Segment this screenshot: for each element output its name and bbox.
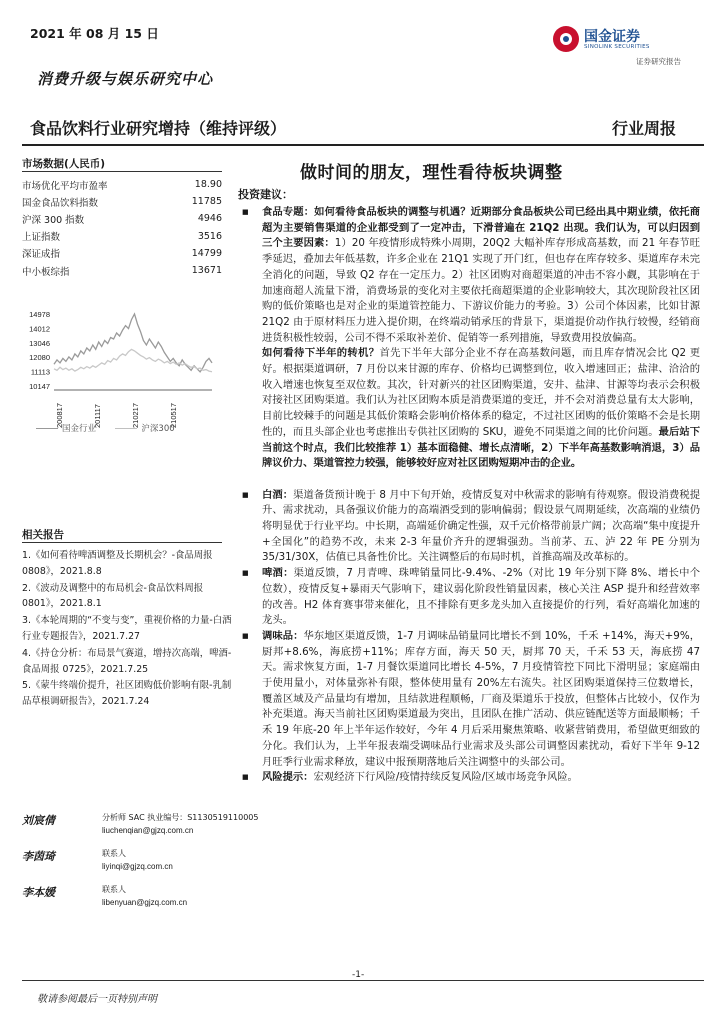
x-tick-label: 210517 xyxy=(169,402,178,428)
related-report-text: 2.《波动及调整中的布局机会-食品饮料周报 0801》， xyxy=(22,582,204,610)
related-report-date: 2021.7.25 xyxy=(100,663,149,675)
legend-label-hs300: 沪深300 xyxy=(141,424,175,434)
legend-swatch-industry xyxy=(36,428,58,429)
related-report-text: 1.《如何看待啤酒调整及长期机会？-食品周报 0808》， xyxy=(22,550,213,577)
investment-advice-heading: 投资建议： xyxy=(238,188,293,201)
market-data-divider xyxy=(22,171,222,172)
market-value: 18.90 xyxy=(194,179,222,191)
related-report-date: 2021.7.27 xyxy=(92,630,141,642)
report-category: 行业周报 xyxy=(612,119,677,138)
analyst-email[interactable]: libenyuan@gjzq.com.cn xyxy=(102,898,188,907)
related-reports-list xyxy=(22,548,232,711)
related-report-text: 3.《本轮周期的“不变与变”，重视价格的力量-白酒行业专题报告》， xyxy=(22,615,232,642)
market-row xyxy=(22,176,222,193)
h2-conclusion: 最后站下当前这个时点，我们比较推荐 1）基本面稳健、增长点清晰，2）下半年高基数影响消退，3）品牌议价力、渠道管控力较强，能够较好应对社区团购短期冲击的企业。 xyxy=(262,425,700,470)
risk-text: 宏观经济下行风险/疫情持续反复风险/区域市场竞争风险。 xyxy=(313,771,578,784)
related-report-date: 2021.8.1 xyxy=(59,598,102,610)
analyst-email[interactable]: liuchenqian@gjzq.com.cn xyxy=(102,826,194,835)
y-tick-label: 14012 xyxy=(29,324,50,334)
legend-label-industry: 国金行业 xyxy=(62,424,97,434)
market-row xyxy=(22,245,222,262)
related-report-text: 5.《蒙牛终端价提升，社区团购低价影响有限-乳制品草根调研报告》， xyxy=(22,680,232,708)
x-tick-label: 200817 xyxy=(55,402,64,428)
risk-label: 风险提示： xyxy=(262,771,314,784)
disclaimer: 敬请参阅最后一页特别声明 xyxy=(37,994,157,1005)
analyst-role: 分析师 SAC 执业编号：S1130519110005 xyxy=(102,813,259,822)
topic-paragraph xyxy=(238,205,700,472)
y-tick-label: 11113 xyxy=(30,367,50,377)
index-line-chart xyxy=(22,300,222,470)
market-value: 14799 xyxy=(191,247,222,259)
seasoning-label: 调味品： xyxy=(262,629,304,642)
legend-swatch-hs300 xyxy=(115,428,137,429)
market-data-table xyxy=(22,176,222,279)
x-tick-label: 201117 xyxy=(93,404,102,428)
related-report-item[interactable] xyxy=(22,548,232,580)
market-value: 13671 xyxy=(191,265,222,277)
chart-legend xyxy=(36,422,175,434)
related-report-text: 4.《持仓分析：布局景气赛道，增持次高端，啤酒-食品周报 0725》， xyxy=(22,647,232,675)
series-line-0 xyxy=(54,314,212,372)
y-tick-label: 13046 xyxy=(29,338,50,348)
logo-name: 国金证券 xyxy=(584,29,640,45)
market-label: 市场优化平均市盈率 xyxy=(22,180,108,192)
topic-text: 1）20 年疫情形成特殊小周期，20Q2 大幅补库存形成高基数，而 21 年春节旺季延迟，叠加去年低基数，许多企业在 21Q1 实现了开门红，但也存在库存较多、渠道库存未完全消化的问题，导致 Q2 存在一定压力。2）社区团购对商超渠道的冲击不容小觑，其影响在于加速商超人流量下滑，消费场景的变化对主要依托商超渠道的企业影响较大，其次现阶段社区团购的低价策略也是对企业的渠道管控能力、下游议价能力的考验。3）公司个体因素，比如甘源 21Q2 由于原材料压力进入提价期，在终端动销承压的背景下，渠道提价动作执行较慢，经销商进货积极性较弱，公司不得不采取补差价、促销等一系列措施，导致费用投放偏高。 xyxy=(262,237,700,344)
market-row xyxy=(22,210,222,227)
logo-mark-icon xyxy=(553,26,579,52)
logo-english: SINOLINK SECURITIES xyxy=(584,44,650,50)
related-divider xyxy=(22,542,222,543)
related-report-item[interactable] xyxy=(22,581,232,613)
related-report-item[interactable] xyxy=(22,646,232,678)
doc-type-small: 证券研究报告 xyxy=(636,57,681,66)
main-title: 做时间的朋友，理性看待板块调整 xyxy=(300,163,563,183)
beer-paragraph xyxy=(238,566,700,629)
h2-text: 首先下半年大部分企业不存在高基数问题，而且库存情况会比 Q2 更好。根据渠道调研，7 月份以来甘源的库存、价格均已调整到位，收入增速回正；盐津、洽洽的收入增速也恢复至双位数。其次，针对新兴的社区团购渠道，安井、盐津、甘源等均表示会积极对接社区团购渠道。我们认为社区团购本质是消费渠道的变迁，并不会对消费总量有太大影响，目前比较棘手的问题是其低价策略会影响价格体系的稳定，不过社区团购的低价策略不会是长期性的，而且头部企业也考虑推出专供社区团购的 SKU，避免不同渠道之间的比价问题。 xyxy=(262,347,701,438)
market-label: 沪深 300 指数 xyxy=(22,214,85,226)
header-rule xyxy=(22,144,704,146)
analyst-name: 李本媛 xyxy=(22,886,55,899)
analyst-email[interactable]: liyinqi@gjzq.com.cn xyxy=(102,862,173,871)
sinolink-logo xyxy=(553,26,663,54)
seasoning-paragraph xyxy=(238,629,700,770)
y-tick-label: 14978 xyxy=(29,310,50,319)
baijiu-paragraph xyxy=(238,488,700,567)
footer-rule xyxy=(22,980,704,981)
related-report-item[interactable] xyxy=(22,613,232,645)
page-number: -1- xyxy=(352,970,365,980)
market-row xyxy=(22,228,222,245)
baijiu-text: 渠道备货预计晚于 8 月中下旬开始，疫情反复对中秋需求的影响有待观察。假设消费税提升、需求扰动，具备强议价能力的高端酒受到的影响偏弱；假设景气周期延续，次高端的业绩仍将明显优于行业平均。中长期，高端延价确定性强，双千元价格带前景广阔；次高端“集中度提升+全国化”的趋势不改，未来 2-3 年量价齐升的逻辑强劲。当前茅、五、泸 22 年 PE 分别为 35/31/30X，估值已具备性价比。关注调整后的布局时机，首推高端及改革标的。 xyxy=(262,488,700,564)
market-label: 国金食品饮料指数 xyxy=(22,197,99,209)
market-value: 3516 xyxy=(197,230,222,242)
beer-label: 啤酒： xyxy=(262,567,294,580)
analyst-role: 联系人 xyxy=(102,849,126,858)
analyst-name: 李茵琦 xyxy=(22,850,55,863)
market-label: 中小板综指 xyxy=(22,266,70,278)
baijiu-label: 白酒： xyxy=(262,488,294,501)
analyst-name: 刘宸倩 xyxy=(22,814,55,827)
related-report-date: 2021.7.24 xyxy=(101,696,150,708)
related-report-date: 2021.8.8 xyxy=(59,565,102,577)
related-report-item[interactable] xyxy=(22,678,232,710)
market-label: 深证成指 xyxy=(22,249,61,261)
analyst-role: 联系人 xyxy=(102,885,126,894)
market-data-title: 市场数据(人民币) xyxy=(22,158,106,170)
seasoning-text: 华东地区渠道反馈，1-7 月调味品销量同比增长不到 10%，千禾 +14%，海天+9%，厨邦+8.6%，海底捞+11%；库存方面，海天 50 天，厨邦 70 天，千禾 53 天，海底捞 47 天。需求恢复方面，1-7 月餐饮渠道同比增长 4-5%，7 月疫情管控下同比下滑明显；家庭端由于使用量小，对体量弥补有限，整体使用量有 20%左右流失。社区团购渠道保持三位数增长，覆盖区域及产品量均有增加，且结款进程顺畅，厂商及渠道乐于投放，但整体占比较小，仅作为补充渠道。海天当前社区团购渠道最为突出，且团队在推广活动、供应链配送等方面最顺畅；千禾 19 年底-20 年上半年运作较好，今年 4 月后采用聚焦策略、收紧营销费用，希望做更细致的分化。我们认为，上半年报表端受调味品行业需求及头部公司调整因素扰动，看好下半年 9-12 月旺季行业需求释放，建议中报预期落地后关注调整中的头部公司。 xyxy=(262,629,701,768)
beer-text: 渠道反馈，7 月青啤、珠啤销量同比-9.4%、-2%（对比 19 年分别下降 8%、增长中个位数），疫情反复+暴雨天气影响下，建议弱化阶段性销量因素，核心关注 ASP 提升和经营效率的改善。H2 体育赛事带来催化，且不排除有更多龙头加入直接提价的行列，看好高端化加速的龙头。 xyxy=(262,567,700,627)
x-tick-label: 210217 xyxy=(131,402,140,428)
market-value: 4946 xyxy=(197,213,222,225)
h2-paragraph xyxy=(262,346,700,472)
report-title: 食品饮料行业研究增持（维持评级） xyxy=(30,119,287,138)
related-reports-title: 相关报告 xyxy=(22,529,64,541)
market-value: 11785 xyxy=(191,196,222,208)
h2-lead: 如何看待下半年的转机？ xyxy=(262,347,380,360)
y-tick-label: 10147 xyxy=(29,382,50,391)
topic-lead: 食品专题：如何看待食品板块的调整与机遇？近期部分食品板块公司已经出具中期业绩，依托商超为主要销售渠道的企业都受到了一定冲击，下滑普遍在 21Q2 出现。我们认为，可以归因到三个主要因素： xyxy=(262,206,700,250)
report-date: 2021 年 08 月 15 日 xyxy=(30,26,159,41)
risk-paragraph xyxy=(238,770,700,786)
market-row xyxy=(22,262,222,279)
y-tick-label: 12080 xyxy=(29,353,50,363)
market-row xyxy=(22,193,222,210)
research-center: 消费升级与娱乐研究中心 xyxy=(37,70,214,88)
main-body xyxy=(238,205,700,786)
market-label: 上证指数 xyxy=(22,232,61,244)
series-line-1 xyxy=(54,349,212,371)
